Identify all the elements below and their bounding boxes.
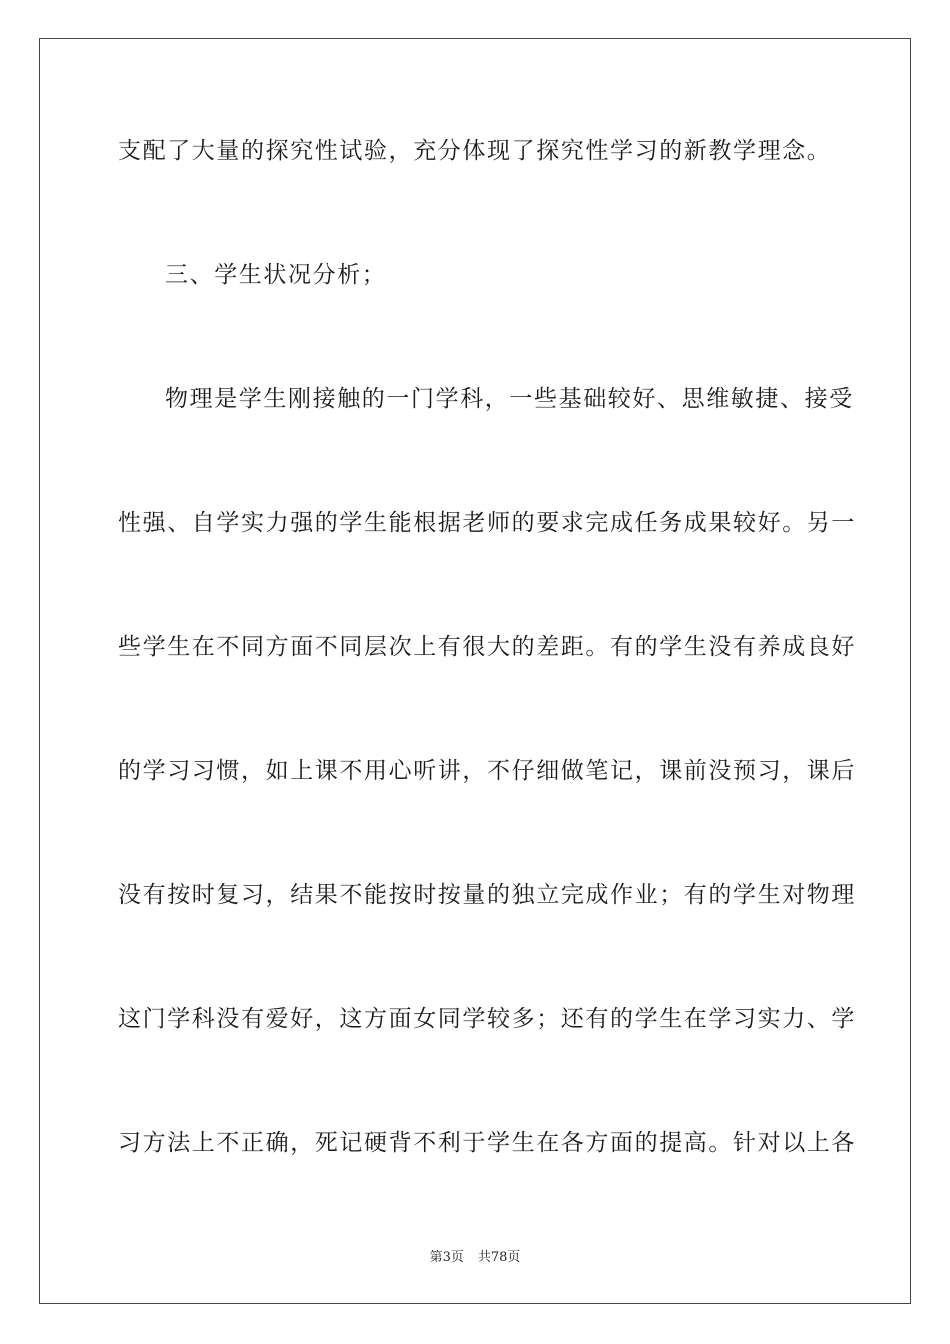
body-text-line: 支配了大量的探究性试验，充分体现了探究性学习的新教学理念。 [118,138,832,164]
page-footer [0,1246,950,1265]
page-border [39,38,911,1304]
body-text-line: 的学习习惯，如上课不用心听讲，不仔细做笔记，课前没预习，课后 [118,758,856,784]
section-heading: 三、学生状况分析； [165,262,387,288]
body-text-line: 习方法上不正确，死记硬背不利于学生在各方面的提高。针对以上各 [118,1130,856,1156]
body-text-line: 性强、自学实力强的学生能根据老师的要求完成任务成果较好。另一 [118,510,856,536]
body-text-line: 没有按时复习，结果不能按时按量的独立完成作业；有的学生对物理 [118,882,856,908]
page-total: 共78页 [477,1250,521,1265]
body-text-line: 这门学科没有爱好，这方面女同学较多；还有的学生在学习实力、学 [118,1006,856,1032]
paragraph-first-line: 物理是学生刚接触的一门学科，一些基础较好、思维敏捷、接受 [165,386,854,412]
body-text-line: 些学生在不同方面不同层次上有很大的差距。有的学生没有养成良好 [118,634,856,660]
page-number: 第3页 [429,1250,464,1265]
